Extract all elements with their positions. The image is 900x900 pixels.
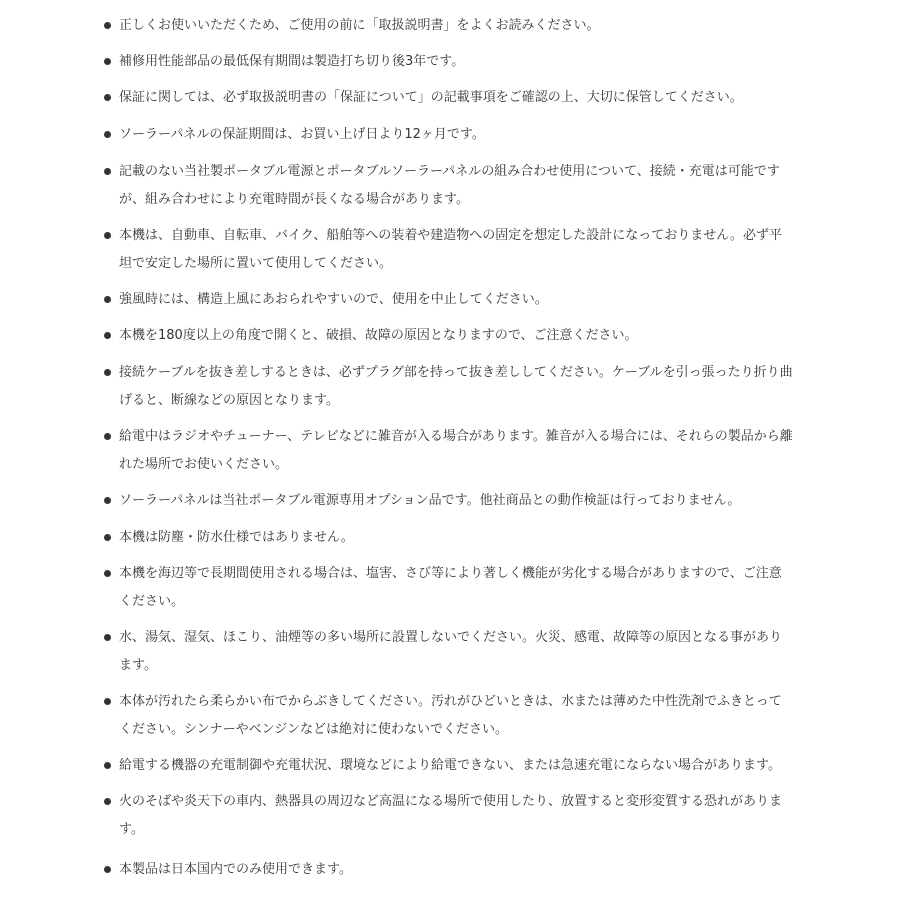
note-text: 強風時には、構造上風にあおられやすいので、使用を中止してください。 [119, 292, 548, 307]
note-text: 本機は、自動車、自転車、バイク、船舶等への装着や建造物への固定を想定した設計になっておりません。必ず平坦で安定した場所に置いて使用してください。 [119, 228, 783, 271]
note-item [104, 487, 794, 515]
bullet-icon [104, 22, 111, 29]
note-text: 接続ケーブルを抜き差しするときは、必ずプラグ部を持って抜き差ししてください。ケーブルを引っ張ったり折り曲げると、断線などの原因となります。 [119, 365, 793, 408]
note-item [104, 121, 794, 149]
note-text: 保証に関しては、必ず取扱説明書の「保証について」の記載事項をご確認の上、大切に保管してください。 [119, 90, 743, 105]
note-item [104, 688, 794, 744]
bullet-icon [104, 94, 111, 101]
bullet-icon [104, 762, 111, 769]
bullet-icon [104, 168, 111, 175]
bullet-icon [104, 332, 111, 339]
note-item [104, 158, 794, 214]
bullet-icon [104, 866, 111, 873]
note-text: 本機を海辺等で長期間使用される場合は、塩害、さび等により著しく機能が劣化する場合がありますので、ご注意ください。 [119, 566, 782, 609]
note-text: 補修用性能部品の最低保有期間は製造打ち切り後3年です。 [119, 54, 465, 69]
note-text: 本製品は日本国内でのみ使用できます。 [119, 862, 352, 877]
bullet-icon [104, 534, 111, 541]
note-item [104, 286, 794, 314]
bullet-icon [104, 497, 111, 504]
note-text: 本機を180度以上の角度で開くと、破損、故障の原因となりますので、ご注意ください。 [119, 328, 638, 343]
bullet-icon [104, 296, 111, 303]
bullet-icon [104, 634, 111, 641]
note-text: 本体が汚れたら柔らかい布でからぶきしてください。汚れがひどいときは、水または薄めた中性洗剤でふきとってください。シンナーやベンジンなどは絶対に使わないでください。 [119, 694, 782, 737]
bullet-icon [104, 369, 111, 376]
note-text: 給電中はラジオやチューナー、テレビなどに雑音が入る場合があります。雑音が入る場合には、それらの製品から離れた場所でお使いください。 [119, 429, 793, 472]
note-text: 給電する機器の充電制御や充電状況、環境などにより給電できない、または急速充電にならない場合があります。 [119, 758, 781, 773]
note-item [104, 624, 794, 680]
note-item [104, 222, 794, 278]
note-item [104, 359, 794, 415]
bullet-icon [104, 232, 111, 239]
note-text: 水、湯気、湿気、ほこり、油煙等の多い場所に設置しないでください。火災、感電、故障等の原因となる事があります。 [119, 630, 783, 673]
note-item [104, 84, 794, 112]
bullet-icon [104, 570, 111, 577]
note-text: ソーラーパネルの保証期間は、お買い上げ日より12ヶ月です。 [119, 127, 485, 142]
note-item [104, 560, 794, 616]
note-item [104, 12, 794, 40]
bullet-icon [104, 433, 111, 440]
note-text: 正しくお使いいただくため、ご使用の前に「取扱説明書」をよくお読みください。 [119, 18, 600, 33]
note-text: 火のそばや炎天下の車内、熱器具の周辺など高温になる場所で使用したり、放置すると変形変質する恐れがあります。 [119, 794, 783, 837]
note-item [104, 48, 794, 76]
bullet-icon [104, 698, 111, 705]
note-text: 本機は防塵・防水仕様ではありません。 [119, 530, 354, 545]
note-text: 記載のない当社製ポータブル電源とポータブルソーラーパネルの組み合わせ使用について、接続・充電は可能ですが、組み合わせにより充電時間が長くなる場合があります。 [119, 164, 780, 207]
note-item [104, 752, 794, 780]
note-item [104, 322, 794, 350]
bullet-icon [104, 798, 111, 805]
bullet-icon [104, 58, 111, 65]
note-text: ソーラーパネルは当社ポータブル電源専用オプション品です。他社商品との動作検証は行っておりません。 [119, 493, 741, 508]
bullet-icon [104, 131, 111, 138]
note-item [104, 856, 794, 884]
note-item [104, 524, 794, 552]
note-item [104, 788, 794, 844]
note-item [104, 423, 794, 479]
